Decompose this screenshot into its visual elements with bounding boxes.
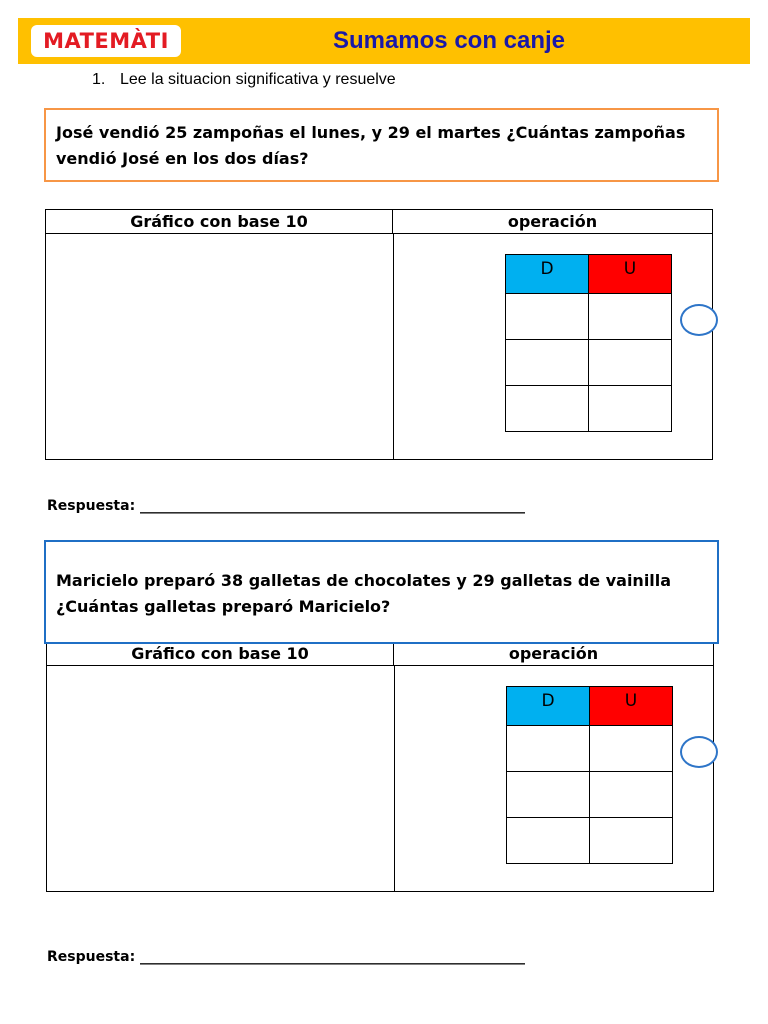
answer-line-2[interactable]: Respuesta: _______________________________________________________	[47, 949, 526, 965]
page-title: Sumamos con canje	[332, 27, 566, 54]
du-cell[interactable]	[506, 340, 589, 386]
du-cell[interactable]	[590, 818, 673, 864]
du-cell[interactable]	[589, 340, 672, 386]
problem-1-line-2: vendió José en los dos días?	[56, 149, 309, 168]
unidades-header: U	[590, 687, 673, 726]
instruction-number: 1.	[92, 71, 106, 88]
base10-graph-area[interactable]	[47, 666, 394, 891]
column-divider	[393, 234, 394, 459]
problem-box-2	[44, 540, 719, 644]
du-table-2	[506, 686, 673, 864]
problem-1-line-1: José vendió 25 zampoñas el lunes, y 29 el martes ¿Cuántas zampoñas	[56, 123, 686, 142]
logo: MATEMÀTI	[31, 25, 181, 57]
header-banner	[18, 18, 750, 64]
problem-2-line-2: ¿Cuántas galletas preparó Maricielo?	[56, 597, 391, 616]
column-divider	[394, 666, 395, 891]
du-cell[interactable]	[589, 386, 672, 432]
base10-graph-area[interactable]	[46, 234, 393, 459]
base10-graph-header: Gráfico con base 10	[47, 642, 394, 666]
problem-2-line-1: Maricielo preparó 38 galletas de chocolates y 29 galletas de vainilla	[56, 571, 672, 590]
carry-circle-1[interactable]	[680, 304, 718, 336]
du-table-1	[505, 254, 672, 432]
du-cell[interactable]	[507, 772, 590, 818]
decenas-header: D	[506, 255, 589, 294]
carry-circle-2[interactable]	[680, 736, 718, 768]
answer-line-1[interactable]: Respuesta: _______________________________________________________	[47, 498, 526, 514]
instruction-text: Lee la situacion significativa y resuelve	[120, 71, 396, 88]
du-cell[interactable]	[589, 294, 672, 340]
operation-header: operación	[394, 642, 713, 666]
du-cell[interactable]	[590, 726, 673, 772]
unidades-header: U	[589, 255, 672, 294]
base10-graph-header: Gráfico con base 10	[46, 210, 393, 234]
du-cell[interactable]	[506, 386, 589, 432]
du-cell[interactable]	[507, 726, 590, 772]
du-cell[interactable]	[507, 818, 590, 864]
instruction	[92, 71, 396, 89]
du-cell[interactable]	[590, 772, 673, 818]
operation-header: operación	[393, 210, 712, 234]
problem-box-1	[44, 108, 719, 182]
du-cell[interactable]	[506, 294, 589, 340]
decenas-header: D	[507, 687, 590, 726]
